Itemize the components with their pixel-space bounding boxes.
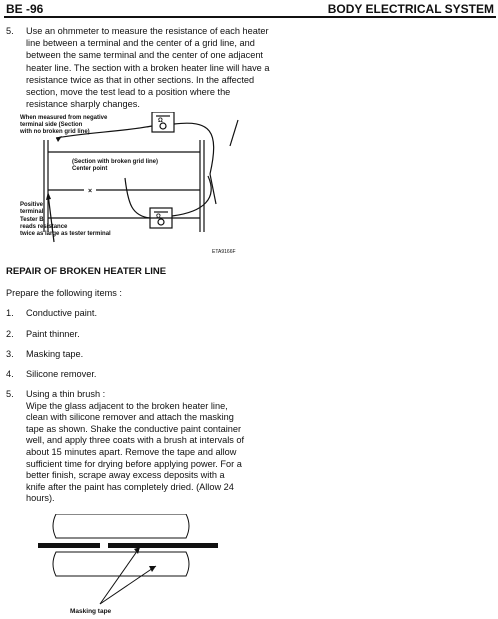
- step5-title: Using a thin brush :: [26, 389, 106, 399]
- ohmmeter-diagram: [10, 112, 250, 265]
- label-positive-terminal: Positive terminal: [20, 202, 44, 215]
- masking-tape-label: Masking tape: [70, 608, 112, 615]
- label-negative: When measured from negative terminal side (Section with no broken grid line): [20, 115, 108, 135]
- step-text: Use an ohmmeter to measure the resistance of each heater line between a terminal and the center of a grid line, and between the same terminal and the center of one adjacent heater line. The section with a broken heater line will have a resistance twice as that in other sections. In the affected section, move the test lead to a position where the resistance sharply changes.: [26, 26, 270, 110]
- masking-tape-diagram-svg: [36, 514, 226, 614]
- label-broken-section: (Section with broken grid line) Center point: [72, 159, 159, 172]
- header-rule: [4, 16, 496, 18]
- page-number: BE -96: [6, 2, 44, 16]
- masking-tape-diagram: [36, 514, 226, 619]
- step5-brush: 5. Using a thin brush : Wipe the glass adjacent to the broken heater line, clean with silicone remover and attach the masking tape as shown. Shake the conductive paint container well, and apply three coats with a brush at intervals of about 15 minutes apart. Remove the tape and allow sufficient time for drying before applying power. For a better finish, scrape away excess deposits with a knife after the paint has completely dried. (Allow 24 hours).: [6, 389, 245, 504]
- step5-measure: [6, 25, 271, 110]
- label-tester: Tester B reads resistance twice as large as tester terminal: [20, 217, 111, 237]
- ohm-symbol-top: Ω: [158, 118, 163, 124]
- repair-heading: REPAIR OF BROKEN HEATER LINE: [6, 266, 167, 277]
- ohm-symbol-bottom: Ω: [156, 214, 161, 220]
- section-title: BODY ELECTRICAL SYSTEM: [327, 2, 494, 16]
- step5-text: Wipe the glass adjacent to the broken heater line, clean with silicone remover and attach the masking tape as shown. Shake the conductive paint container well, and apply three coats with a brush at intervals of about 15 minutes apart. Remove the tape and allow sufficient time for drying before applying power. For a better finish, scrape away excess deposits with a knife after the paint has completely dried. (Allow 24 hours).: [26, 400, 245, 504]
- prepare-items: Prepare the following items :: [6, 288, 122, 298]
- figure-code: ETA9166F: [212, 249, 236, 255]
- step-number: 5.: [6, 26, 14, 36]
- svg-text:×: ×: [88, 188, 93, 195]
